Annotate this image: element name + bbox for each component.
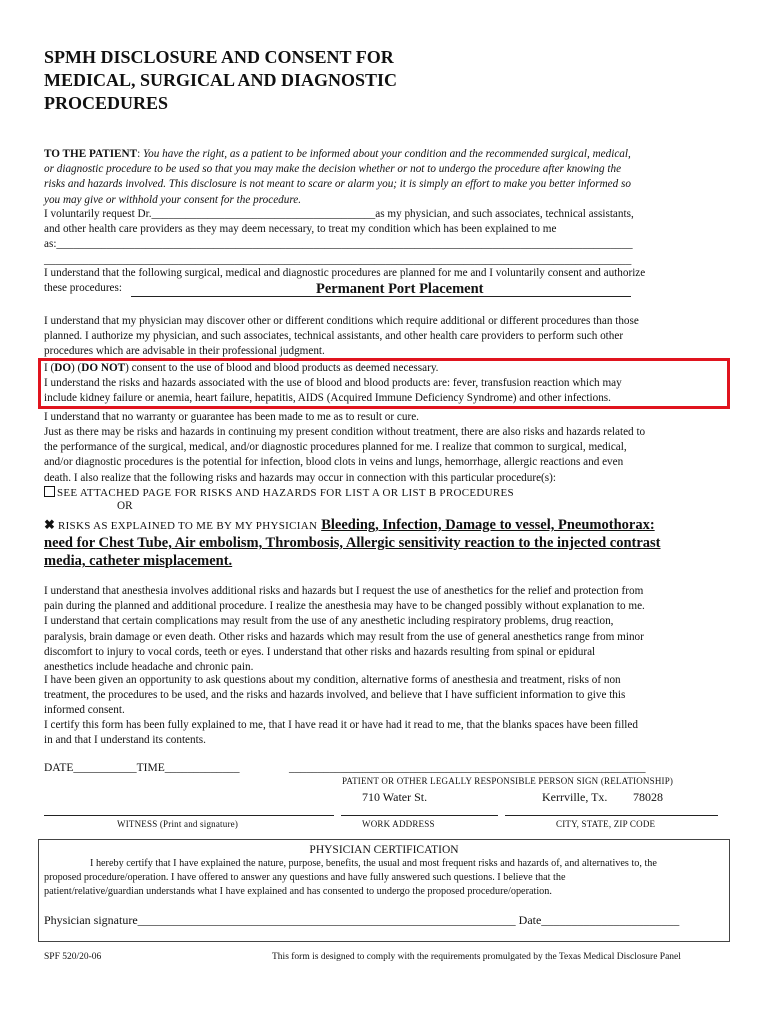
city-state-zip-label: CITY, STATE, ZIP CODE	[556, 819, 656, 829]
procedures-line-1: I understand that the following surgical, medical and diagnostic procedures are planned for me and I voluntarily consent and authorize	[44, 267, 646, 279]
procedures-field[interactable]	[44, 281, 644, 297]
risks-line-4: death. I also realize that the following risks and hazards may occur in connection with this particular procedure(s):	[44, 471, 556, 484]
witness-label: WITNESS (Print and signature)	[117, 819, 239, 829]
title-line-2: MEDICAL, SURGICAL AND DIAGNOSTIC	[44, 70, 398, 90]
blood-pre: I (	[44, 362, 55, 374]
request-line-4[interactable]: _________________________________________________________________________________________________________	[44, 253, 632, 266]
blood-line-3: include kidney failure or anemia, heart failure, hepatitis, AIDS (Acquired Immune Deficiency Syndrome) and other infections.	[44, 392, 611, 405]
work-address-value: 710 Water St.	[362, 790, 428, 804]
other-conditions-line-1: I understand that my physician may discover other or different conditions which require additional or different procedures than those	[44, 315, 639, 327]
certify-paragraph	[44, 718, 726, 748]
intro-line-1: You have the right, as a patient to be informed about your condition and the recommended surgical, medical,	[142, 148, 631, 160]
other-conditions-paragraph	[44, 314, 726, 360]
blood-do-option[interactable]: DO	[54, 362, 72, 374]
title-line-1: SPMH DISCLOSURE AND CONSENT FOR	[44, 47, 394, 67]
risks-line-3: and/or diagnostic procedures is the potential for infection, blood clots in veins and lungs, hemorrhage, allergic reactions and even	[44, 456, 624, 469]
blood-do-not-option[interactable]: DO NOT	[81, 362, 126, 374]
intro-line-2: or diagnostic procedure to be used so that you may make the decision whether or not to undergo the procedure after knowing the	[44, 163, 622, 176]
warranty-paragraph	[44, 410, 726, 425]
questions-line-2: treatment, the procedures to be used, and the risks and hazards involved, and believe that I have sufficient information to give this	[44, 689, 626, 702]
physician-signature-field[interactable]: Physician signature_______________________________________________________________ Date_______________________	[44, 913, 680, 927]
risks-paragraph	[44, 425, 726, 486]
date-time-field[interactable]: DATE___________TIME_____________	[44, 762, 240, 774]
option-b-check-mark-icon[interactable]: ✖	[44, 517, 55, 532]
intro-line-3: risks and hazards involved. This disclosure is not meant to scare or alarm you; it is simply an effort to make you better informed so	[44, 178, 631, 191]
intro-paragraph	[44, 147, 726, 208]
option-a-checkbox[interactable]	[44, 486, 55, 497]
procedures-value: Permanent Port Placement	[316, 281, 484, 297]
physician-cert-line-2: proposed procedure/operation. I have offered to answer any questions and have fully answered such questions. I believe that the	[44, 872, 566, 883]
anesthesia-line-3: I understand that certain complications may result from the use of any anesthetic including respiratory problems, drug reaction,	[44, 615, 614, 628]
anesthesia-line-6: anesthetics include headache and chronic pain.	[44, 661, 254, 674]
anesthesia-line-4: paralysis, brain damage or even death. Other risks and hazards which may result from the use of general anesthetics range from minor	[44, 630, 644, 643]
work-address-line[interactable]	[341, 815, 498, 816]
option-b-value-2: need for Chest Tube, Air embolism, Thrombosis, Allergic sensitivity reaction to the injected contrast	[44, 535, 661, 551]
patient-signature-label: PATIENT OR OTHER LEGALLY RESPONSIBLE PERSON SIGN (RELATIONSHIP)	[342, 776, 674, 786]
blood-consent-paragraph	[44, 361, 726, 407]
physician-cert-line-1: I hereby certify that I have explained the nature, purpose, benefits, the usual and most frequent risks and hazards of, and alternatives to, the	[90, 858, 657, 869]
patient-signature-line[interactable]: ______________________________________________________________	[289, 762, 646, 774]
option-b-value-1: Bleeding, Infection, Damage to vessel, Pneumothorax:	[321, 517, 655, 533]
work-address-label: WORK ADDRESS	[362, 819, 435, 829]
option-a-label: SEE ATTACHED PAGE FOR RISKS AND HAZARDS FOR LIST A OR LIST B PROCEDURES	[57, 487, 514, 499]
questions-paragraph	[44, 673, 726, 719]
certify-line-2: in and that I understand its contents.	[44, 734, 206, 747]
questions-line-1: I have been given an opportunity to ask questions about my condition, alternative forms of anesthesia and treatment, risks of non	[44, 674, 621, 686]
anesthesia-line-2: pain during the planned and additional procedure. I realize the anesthesia may have to be changed possibly without explanation to me.	[44, 600, 645, 613]
request-line-3[interactable]: as:_______________________________________________________________________________________________________	[44, 238, 633, 251]
blood-post: ) consent to the use of blood and blood products as deemed necessary.	[125, 362, 439, 374]
city-state-zip-line[interactable]	[505, 815, 718, 816]
or-label: OR	[117, 500, 133, 512]
risks-line-1: Just as there may be risks and hazards in continuing my present condition without treatment, there are also risks and hazards related to	[44, 426, 646, 438]
blood-mid: ) (	[71, 362, 82, 374]
anesthesia-line-5: discomfort to injury to vocal cords, teeth or eyes. I understand that other risks and hazards resulting from spinal or epidural	[44, 645, 596, 658]
zip-value: 78028	[633, 790, 663, 804]
title-line-3: PROCEDURES	[44, 93, 169, 113]
other-conditions-line-3: procedures which are advisable in their professional judgment.	[44, 345, 325, 358]
procedures-paragraph	[44, 266, 726, 281]
other-conditions-line-2: planned. I authorize my physician, and such associates, technical assistants, and other health care providers to perform such other	[44, 330, 624, 343]
option-b-value-3: media, catheter misplacement.	[44, 553, 233, 569]
anesthesia-line-1: I understand that anesthesia involves additional risks and hazards but I request the use of anesthetics for the relief and protection from	[44, 585, 644, 597]
physician-cert-heading: PHYSICIAN CERTIFICATION	[309, 844, 459, 856]
form-number: SPF 520/20-06	[44, 952, 102, 962]
witness-line[interactable]	[44, 815, 334, 816]
questions-line-3: informed consent.	[44, 704, 125, 717]
blood-line-2: I understand the risks and hazards associated with the use of blood and blood products are: fever, transfusion reaction which may	[44, 377, 622, 390]
city-value: Kerrville, Tx.	[542, 790, 608, 804]
request-line-2: and other health care providers as they may deem necessary, to treat my condition which has been explained to me	[44, 223, 557, 236]
option-a[interactable]	[44, 486, 514, 499]
form-title	[44, 46, 464, 115]
risks-line-2: the performance of the surgical, medical, and/or diagnostic procedures planned for me. I realize that common to surgical, medical,	[44, 441, 627, 454]
certify-line-1: I certify this form has been fully explained to me, that I have read it or have had it read to me, that the blanks spaces have been filled	[44, 719, 638, 731]
intro-colon: :	[137, 148, 141, 160]
warranty-line: I understand that no warranty or guarantee has been made to me as to result or cure.	[44, 411, 419, 423]
request-line-1[interactable]: I voluntarily request Dr.________________________________________as my physician, and such associates, technical assistants,	[44, 208, 634, 220]
footer-note: This form is designed to comply with the requirements promulgated by the Texas Medical Disclosure Panel	[272, 952, 681, 962]
intro-line-4: you may give or withhold your consent for the procedure.	[44, 193, 302, 206]
intro-lead: TO THE PATIENT	[44, 148, 138, 160]
option-b[interactable]	[44, 516, 734, 570]
request-paragraph	[44, 207, 726, 268]
procedures-prefix: these procedures:	[44, 282, 122, 294]
option-b-label: RISKS AS EXPLAINED TO ME BY MY PHYSICIAN	[54, 520, 318, 532]
physician-cert-line-3: patient/relative/guardian understands what I have explained and has consented to undergo the proposed procedure/operation.	[44, 886, 552, 897]
anesthesia-paragraph	[44, 584, 726, 675]
